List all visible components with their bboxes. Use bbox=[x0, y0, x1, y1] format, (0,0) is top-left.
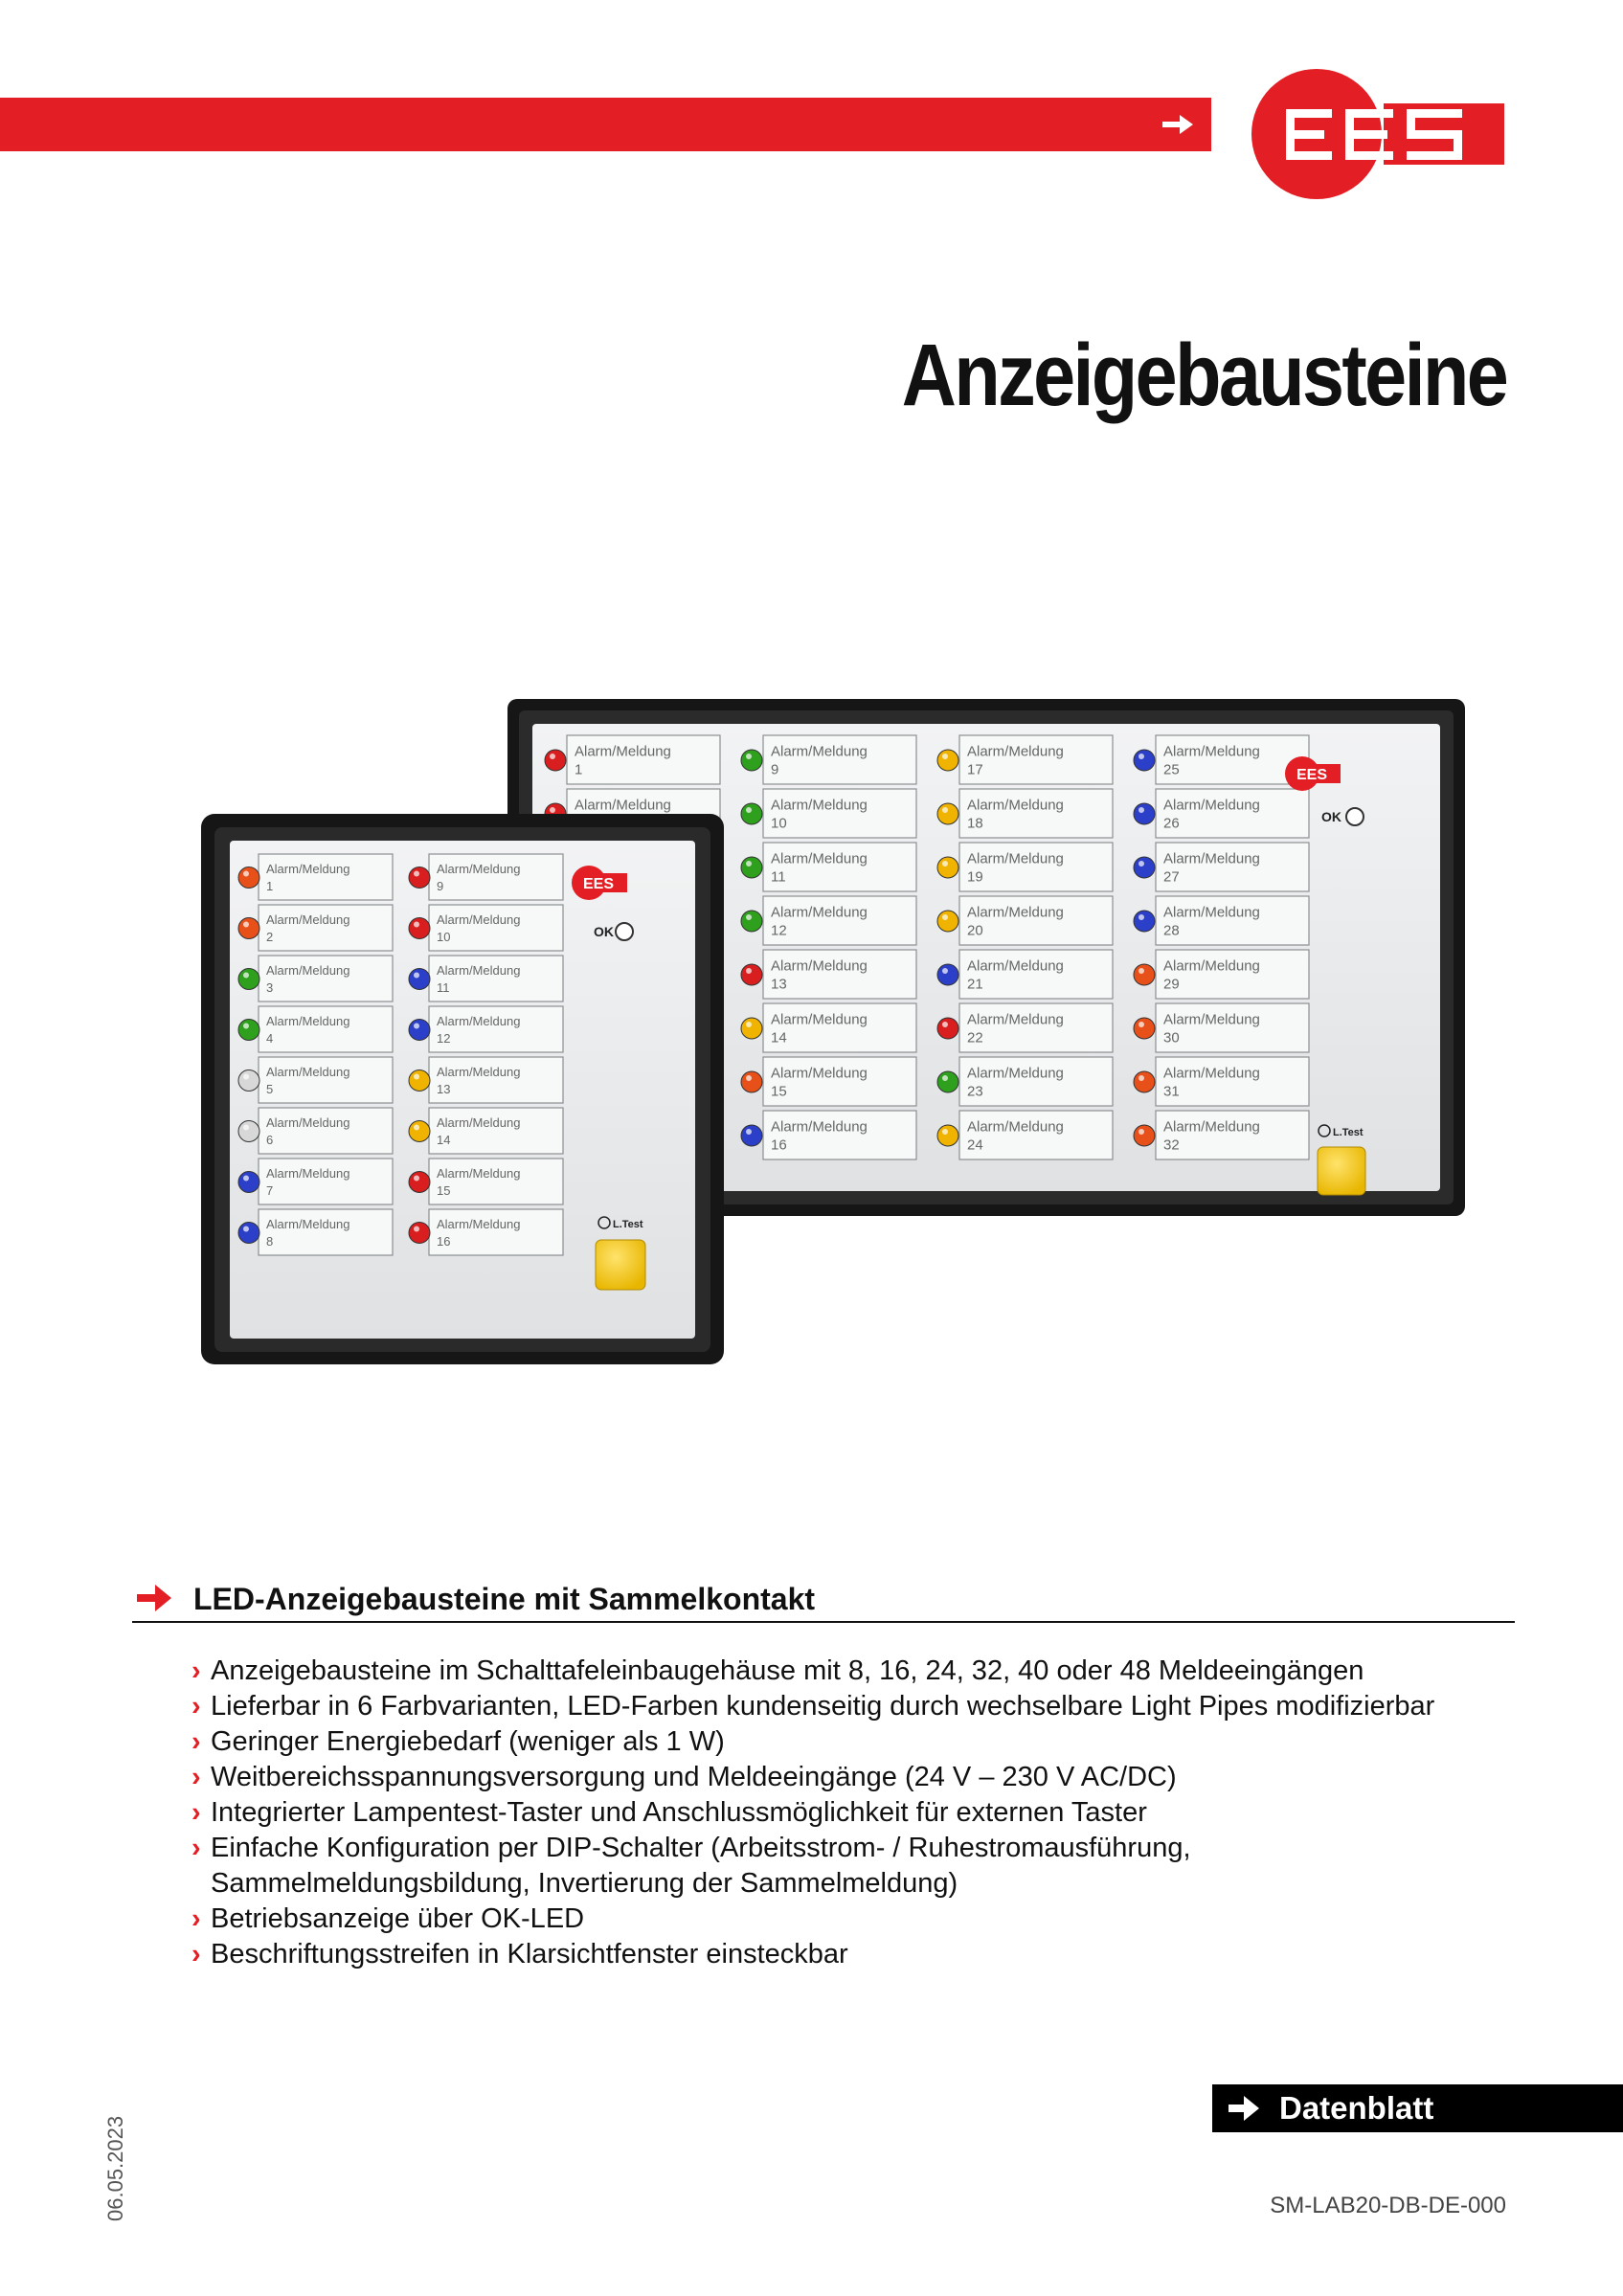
indicator-cell bbox=[409, 854, 563, 900]
led-highlight bbox=[1138, 1075, 1144, 1081]
indicator-number: 1 bbox=[266, 879, 274, 894]
indicator-label: Alarm/Meldung bbox=[266, 1217, 350, 1232]
large-ok-led bbox=[1346, 808, 1364, 825]
led-indicator bbox=[238, 969, 259, 990]
date-label: 06.05.2023 bbox=[103, 2115, 127, 2221]
led-indicator bbox=[1134, 911, 1155, 932]
indicator-cell bbox=[238, 854, 393, 900]
indicator-cell bbox=[409, 905, 563, 951]
led-indicator bbox=[1134, 1125, 1155, 1146]
led-indicator bbox=[1134, 857, 1155, 878]
led-highlight bbox=[414, 1227, 419, 1232]
indicator-label: Alarm/Meldung bbox=[437, 963, 521, 979]
indicator-number: 21 bbox=[967, 976, 983, 993]
indicator-number: 29 bbox=[1163, 976, 1180, 993]
led-highlight bbox=[1138, 1022, 1144, 1027]
led-indicator bbox=[937, 1071, 958, 1092]
indicator-cell bbox=[1134, 735, 1309, 784]
indicator-cell bbox=[409, 1159, 563, 1204]
led-indicator bbox=[937, 1125, 958, 1146]
indicator-cell bbox=[741, 843, 916, 891]
header-red-bar bbox=[0, 98, 1211, 151]
large-test-label: L.Test bbox=[1333, 1127, 1364, 1138]
led-highlight bbox=[243, 973, 249, 979]
indicator-number: 28 bbox=[1163, 922, 1180, 939]
led-highlight bbox=[414, 1125, 419, 1131]
led-highlight bbox=[414, 1024, 419, 1029]
indicator-label: Alarm/Meldung bbox=[437, 1217, 521, 1232]
indicator-number: 11 bbox=[437, 980, 450, 996]
indicator-label: Alarm/Meldung bbox=[266, 1065, 350, 1080]
led-indicator bbox=[937, 857, 958, 878]
indicator-cell bbox=[409, 1006, 563, 1052]
indicator-cell bbox=[409, 956, 563, 1002]
arrow-right-icon bbox=[1226, 2091, 1262, 2126]
led-highlight bbox=[942, 754, 948, 759]
indicator-cell bbox=[741, 789, 916, 838]
large-unit-logo-text: EES bbox=[1296, 767, 1328, 783]
led-highlight bbox=[746, 1129, 752, 1135]
led-highlight bbox=[1138, 861, 1144, 867]
indicator-label: Alarm/Meldung bbox=[967, 904, 1064, 921]
indicator-number: 2 bbox=[266, 930, 274, 945]
indicator-number: 22 bbox=[967, 1029, 983, 1047]
indicator-label: Alarm/Meldung bbox=[771, 743, 868, 760]
indicator-cell bbox=[545, 735, 720, 784]
indicator-number: 7 bbox=[266, 1183, 274, 1199]
led-highlight bbox=[746, 968, 752, 974]
indicator-number: 18 bbox=[967, 815, 983, 832]
indicator-number: 12 bbox=[771, 922, 787, 939]
indicator-cell bbox=[1134, 950, 1309, 999]
led-highlight bbox=[942, 1022, 948, 1027]
led-highlight bbox=[746, 914, 752, 920]
list-item: › Integrierter Lampentest-Taster und Anschlussmöglichkeit für externen Taster bbox=[192, 1795, 1513, 1831]
indicator-label: Alarm/Meldung bbox=[1163, 1011, 1260, 1028]
indicator-number: 3 bbox=[266, 980, 274, 996]
led-indicator bbox=[741, 750, 762, 771]
indicator-cell bbox=[1134, 1111, 1309, 1159]
indicator-cell bbox=[409, 1057, 563, 1103]
led-highlight bbox=[243, 922, 249, 928]
indicator-label: Alarm/Meldung bbox=[771, 797, 868, 814]
indicator-label: Alarm/Meldung bbox=[967, 1065, 1064, 1082]
led-highlight bbox=[746, 754, 752, 759]
led-highlight bbox=[746, 861, 752, 867]
indicator-label: Alarm/Meldung bbox=[1163, 850, 1260, 867]
indicator-number: 30 bbox=[1163, 1029, 1180, 1047]
indicator-cell bbox=[937, 843, 1113, 891]
indicator-cell bbox=[238, 1108, 393, 1154]
section-divider bbox=[132, 1621, 1515, 1623]
led-indicator bbox=[1134, 964, 1155, 985]
indicator-label: Alarm/Meldung bbox=[771, 904, 868, 921]
led-highlight bbox=[746, 1075, 752, 1081]
indicator-cell bbox=[741, 1003, 916, 1052]
indicator-cell bbox=[937, 789, 1113, 838]
indicator-label: Alarm/Meldung bbox=[967, 850, 1064, 867]
led-highlight bbox=[942, 861, 948, 867]
indicator-label: Alarm/Meldung bbox=[437, 862, 521, 877]
indicator-number: 20 bbox=[967, 922, 983, 939]
list-item: › Lieferbar in 6 Farbvarianten, LED-Farben kundenseitig durch wechselbare Light Pipes modifizierbar bbox=[192, 1689, 1513, 1724]
indicator-label: Alarm/Meldung bbox=[266, 963, 350, 979]
led-highlight bbox=[942, 968, 948, 974]
indicator-number: 4 bbox=[266, 1031, 274, 1047]
badge-label: Datenblatt bbox=[1279, 2090, 1434, 2126]
indicator-cell bbox=[741, 1111, 916, 1159]
indicator-label: Alarm/Meldung bbox=[266, 912, 350, 928]
indicator-label: Alarm/Meldung bbox=[967, 797, 1064, 814]
small-indicator-unit bbox=[201, 814, 724, 1364]
indicator-cell bbox=[1134, 1057, 1309, 1106]
large-ok-label: OK bbox=[1321, 809, 1341, 824]
indicator-cell bbox=[937, 735, 1113, 784]
led-highlight bbox=[1138, 968, 1144, 974]
led-highlight bbox=[942, 807, 948, 813]
indicator-cell bbox=[741, 735, 916, 784]
small-ok-led bbox=[616, 923, 633, 940]
led-indicator bbox=[238, 1121, 259, 1142]
led-indicator bbox=[741, 857, 762, 878]
led-indicator bbox=[238, 867, 259, 889]
indicator-number: 13 bbox=[771, 976, 787, 993]
led-highlight bbox=[243, 1074, 249, 1080]
led-highlight bbox=[243, 1176, 249, 1182]
indicator-label: Alarm/Meldung bbox=[967, 957, 1064, 975]
list-item: › Einfache Konfiguration per DIP-Schalter (Arbeitsstrom- / Ruhestromausführung, Sammelmeldungsbildung, Invertierung der Sammelmeldung) bbox=[192, 1831, 1513, 1902]
led-highlight bbox=[414, 1074, 419, 1080]
led-indicator bbox=[741, 964, 762, 985]
indicator-cell bbox=[1134, 843, 1309, 891]
indicator-label: Alarm/Meldung bbox=[967, 1011, 1064, 1028]
led-indicator bbox=[937, 911, 958, 932]
product-photo bbox=[192, 680, 1494, 1369]
indicator-cell bbox=[741, 896, 916, 945]
indicator-cell bbox=[937, 896, 1113, 945]
led-highlight bbox=[746, 1022, 752, 1027]
indicator-number: 9 bbox=[437, 879, 444, 894]
page-title: Anzeigebausteine bbox=[901, 326, 1506, 424]
led-highlight bbox=[1138, 914, 1144, 920]
indicator-number: 12 bbox=[437, 1031, 451, 1047]
led-highlight bbox=[942, 1075, 948, 1081]
indicator-label: Alarm/Meldung bbox=[437, 1115, 521, 1131]
led-highlight bbox=[414, 1176, 419, 1182]
large-test-button[interactable] bbox=[1318, 1147, 1365, 1195]
indicator-number: 5 bbox=[266, 1082, 274, 1097]
indicator-cell bbox=[409, 1108, 563, 1154]
list-item: › Anzeigebausteine im Schalttafeleinbaugehäuse mit 8, 16, 24, 32, 40 oder 48 Meldeeingängen bbox=[192, 1654, 1513, 1689]
led-indicator bbox=[238, 1070, 259, 1092]
led-indicator bbox=[409, 1223, 430, 1244]
led-indicator bbox=[937, 964, 958, 985]
indicator-cell bbox=[937, 1111, 1113, 1159]
led-highlight bbox=[243, 1024, 249, 1029]
led-highlight bbox=[414, 973, 419, 979]
indicator-number: 23 bbox=[967, 1083, 983, 1100]
indicator-number: 17 bbox=[967, 761, 983, 778]
indicator-number: 26 bbox=[1163, 815, 1180, 832]
indicator-label: Alarm/Meldung bbox=[266, 862, 350, 877]
indicator-number: 31 bbox=[1163, 1083, 1180, 1100]
led-indicator bbox=[1134, 1071, 1155, 1092]
indicator-cell bbox=[1134, 896, 1309, 945]
led-indicator bbox=[409, 1121, 430, 1142]
indicator-number: 25 bbox=[1163, 761, 1180, 778]
indicator-cell bbox=[238, 1209, 393, 1255]
indicator-number: 15 bbox=[437, 1183, 451, 1199]
indicator-label: Alarm/Meldung bbox=[266, 1014, 350, 1029]
list-item: › Weitbereichsspannungsversorgung und Meldeeingänge (24 V – 230 V AC/DC) bbox=[192, 1760, 1513, 1795]
indicator-label: Alarm/Meldung bbox=[771, 957, 868, 975]
led-indicator bbox=[741, 803, 762, 824]
indicator-number: 32 bbox=[1163, 1137, 1180, 1154]
small-unit-logo-text: EES bbox=[583, 876, 615, 892]
indicator-cell bbox=[937, 1057, 1113, 1106]
indicator-number: 24 bbox=[967, 1137, 983, 1154]
indicator-label: Alarm/Meldung bbox=[1163, 1118, 1260, 1136]
indicator-cell bbox=[238, 1159, 393, 1204]
indicator-number: 16 bbox=[437, 1234, 451, 1249]
led-indicator bbox=[1134, 1018, 1155, 1039]
indicator-number: 27 bbox=[1163, 868, 1180, 886]
led-indicator bbox=[1134, 803, 1155, 824]
led-highlight bbox=[1138, 1129, 1144, 1135]
arrow-right-icon bbox=[1159, 105, 1197, 144]
indicator-label: Alarm/Meldung bbox=[771, 850, 868, 867]
indicator-label: Alarm/Meldung bbox=[437, 1166, 521, 1182]
led-highlight bbox=[243, 1125, 249, 1131]
indicator-number: 14 bbox=[771, 1029, 787, 1047]
indicator-label: Alarm/Meldung bbox=[1163, 743, 1260, 760]
indicator-number: 9 bbox=[771, 761, 779, 778]
led-highlight bbox=[550, 807, 555, 813]
led-indicator bbox=[238, 918, 259, 939]
indicator-label: Alarm/Meldung bbox=[437, 1014, 521, 1029]
indicator-label: Alarm/Meldung bbox=[575, 743, 671, 760]
led-highlight bbox=[550, 754, 555, 759]
indicator-label: Alarm/Meldung bbox=[1163, 904, 1260, 921]
ees-logo bbox=[1250, 67, 1508, 201]
led-indicator bbox=[409, 1070, 430, 1092]
led-indicator bbox=[937, 1018, 958, 1039]
indicator-cell bbox=[238, 1006, 393, 1052]
indicator-cell bbox=[741, 1057, 916, 1106]
led-indicator bbox=[741, 1071, 762, 1092]
indicator-label: Alarm/Meldung bbox=[771, 1065, 868, 1082]
indicator-label: Alarm/Meldung bbox=[266, 1115, 350, 1131]
led-indicator bbox=[238, 1223, 259, 1244]
indicator-cell bbox=[1134, 789, 1309, 838]
indicator-label: Alarm/Meldung bbox=[437, 1065, 521, 1080]
indicator-label: Alarm/Meldung bbox=[575, 797, 671, 814]
indicator-number: 10 bbox=[437, 930, 451, 945]
led-highlight bbox=[1138, 807, 1144, 813]
list-item: › Betriebsanzeige über OK-LED bbox=[192, 1902, 1513, 1937]
indicator-label: Alarm/Meldung bbox=[1163, 797, 1260, 814]
small-ok-label: OK bbox=[594, 924, 614, 939]
indicator-number: 19 bbox=[967, 868, 983, 886]
indicator-label: Alarm/Meldung bbox=[266, 1166, 350, 1182]
indicator-number: 6 bbox=[266, 1133, 274, 1148]
led-indicator bbox=[409, 918, 430, 939]
led-highlight bbox=[746, 807, 752, 813]
small-test-label: L.Test bbox=[613, 1219, 643, 1230]
indicator-cell bbox=[937, 1003, 1113, 1052]
indicator-number: 11 bbox=[771, 868, 786, 886]
indicator-label: Alarm/Meldung bbox=[967, 1118, 1064, 1136]
indicator-label: Alarm/Meldung bbox=[1163, 957, 1260, 975]
indicator-cell bbox=[238, 1057, 393, 1103]
led-indicator bbox=[238, 1172, 259, 1193]
indicator-cell bbox=[741, 950, 916, 999]
led-indicator bbox=[238, 1020, 259, 1041]
section-title: LED-Anzeigebausteine mit Sammelkontakt bbox=[193, 1582, 816, 1616]
arrow-right-icon bbox=[134, 1580, 174, 1616]
indicator-number: 13 bbox=[437, 1082, 451, 1097]
led-highlight bbox=[243, 871, 249, 877]
led-indicator bbox=[741, 1018, 762, 1039]
indicator-label: Alarm/Meldung bbox=[1163, 1065, 1260, 1082]
led-indicator bbox=[937, 750, 958, 771]
indicator-cell bbox=[1134, 1003, 1309, 1052]
indicator-cell bbox=[238, 956, 393, 1002]
led-highlight bbox=[942, 1129, 948, 1135]
led-highlight bbox=[942, 914, 948, 920]
indicator-cell bbox=[409, 1209, 563, 1255]
led-indicator bbox=[409, 1172, 430, 1193]
led-highlight bbox=[414, 871, 419, 877]
indicator-label: Alarm/Meldung bbox=[771, 1118, 868, 1136]
indicator-label: Alarm/Meldung bbox=[437, 912, 521, 928]
indicator-number: 10 bbox=[771, 815, 787, 832]
list-item: › Beschriftungsstreifen in Klarsichtfenster einsteckbar bbox=[192, 1937, 1513, 1972]
document-number: SM-LAB20-DB-DE-000 bbox=[1270, 2193, 1506, 2218]
led-highlight bbox=[243, 1227, 249, 1232]
indicator-number: 1 bbox=[575, 761, 583, 778]
led-highlight bbox=[1138, 754, 1144, 759]
feature-list bbox=[192, 1654, 1513, 1972]
led-indicator bbox=[409, 1020, 430, 1041]
indicator-cell bbox=[937, 950, 1113, 999]
datasheet-badge bbox=[1212, 2084, 1623, 2132]
led-highlight bbox=[414, 922, 419, 928]
indicator-label: Alarm/Meldung bbox=[967, 743, 1064, 760]
led-indicator bbox=[937, 803, 958, 824]
indicator-label: Alarm/Meldung bbox=[771, 1011, 868, 1028]
indicator-number: 14 bbox=[437, 1133, 451, 1148]
led-indicator bbox=[409, 969, 430, 990]
led-indicator bbox=[741, 1125, 762, 1146]
list-item: › Geringer Energiebedarf (weniger als 1 W) bbox=[192, 1724, 1513, 1760]
indicator-number: 8 bbox=[266, 1234, 274, 1249]
led-indicator bbox=[545, 750, 566, 771]
indicator-number: 16 bbox=[771, 1137, 787, 1154]
indicator-cell bbox=[238, 905, 393, 951]
small-test-button[interactable] bbox=[596, 1240, 645, 1290]
indicator-number: 15 bbox=[771, 1083, 787, 1100]
led-indicator bbox=[741, 911, 762, 932]
led-indicator bbox=[409, 867, 430, 889]
led-indicator bbox=[1134, 750, 1155, 771]
